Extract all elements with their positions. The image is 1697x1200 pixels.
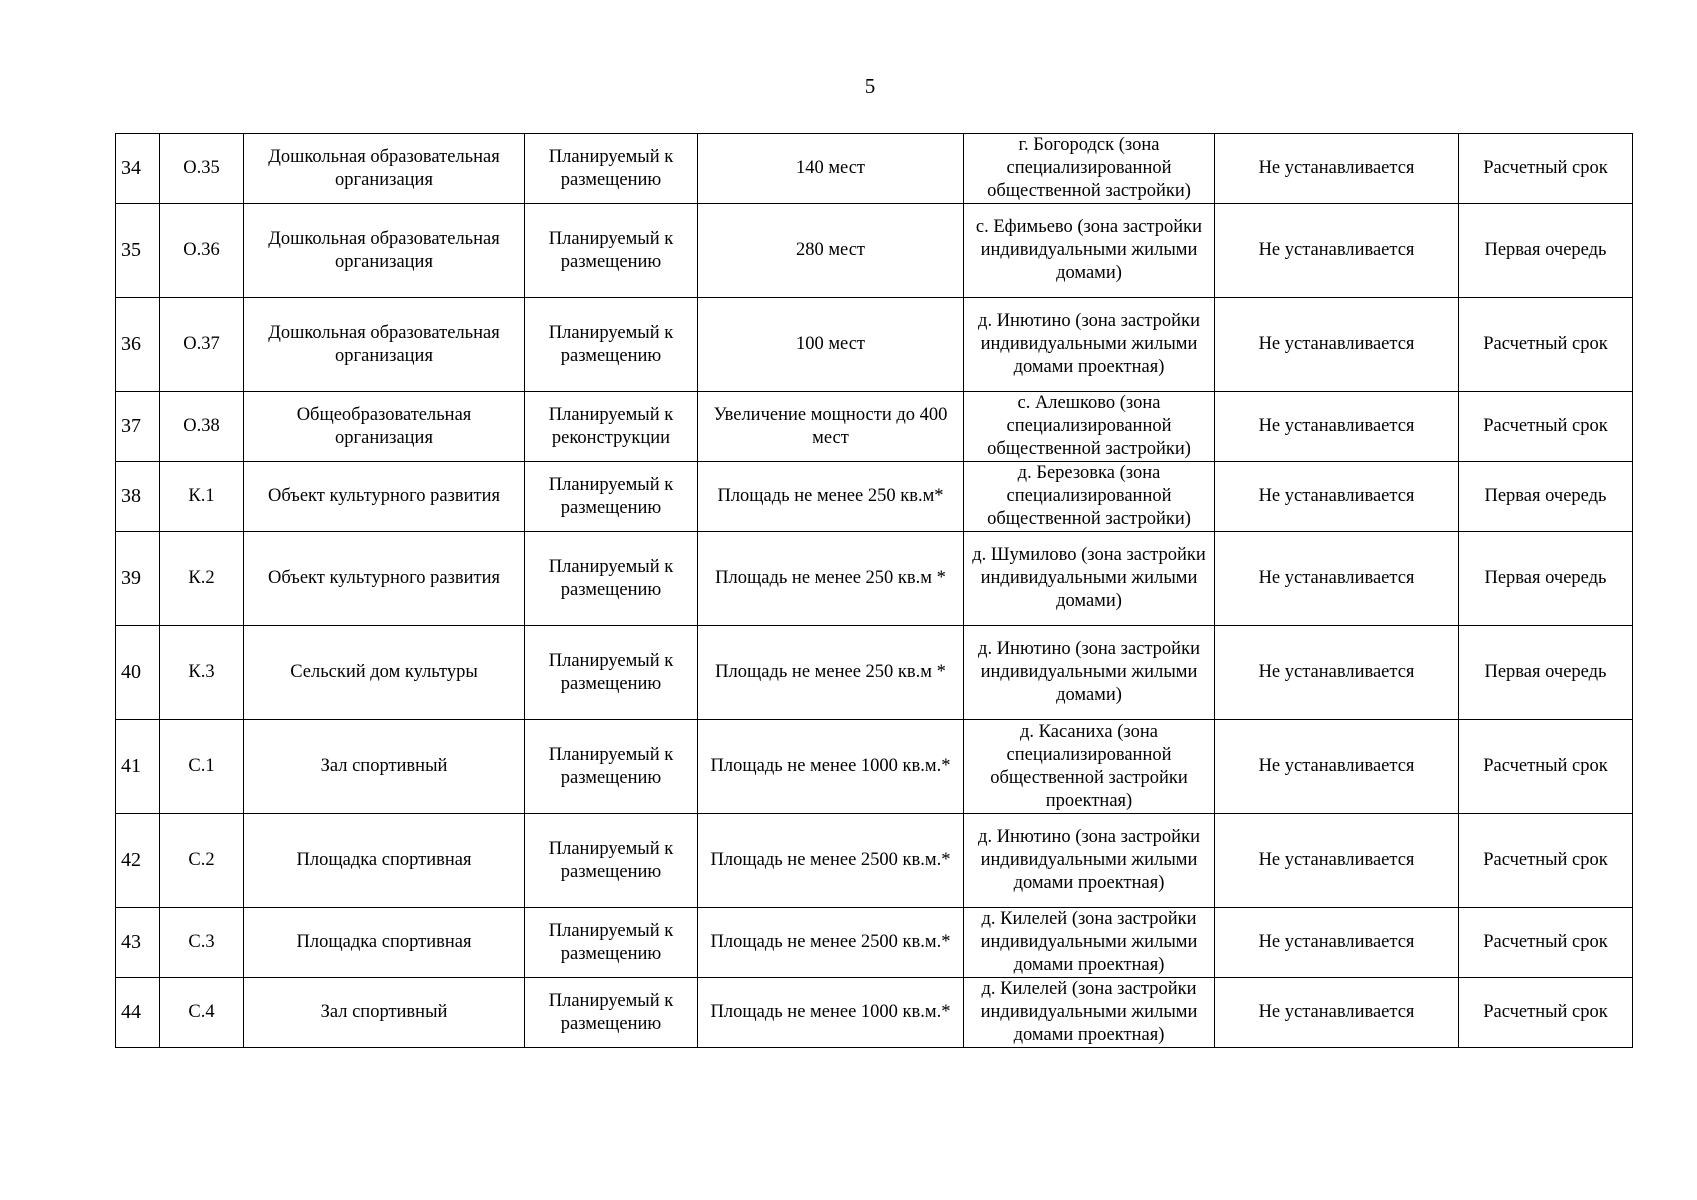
object-capacity: Площадь не менее 2500 кв.м.* [698, 908, 964, 978]
object-location: д. Шумилово (зона застройки индивидуальными жилыми домами) [964, 532, 1215, 626]
object-code: О.38 [160, 392, 244, 462]
table-row [116, 462, 1633, 532]
object-capacity: Площадь не менее 250 кв.м * [698, 532, 964, 626]
object-capacity: Увеличение мощности до 400 мест [698, 392, 964, 462]
table-row [116, 204, 1633, 298]
object-status: Планируемый к размещению [525, 462, 698, 532]
table-row [116, 532, 1633, 626]
object-code: С.2 [160, 814, 244, 908]
object-protection-zone: Не устанавливается [1215, 204, 1459, 298]
object-protection-zone: Не устанавливается [1215, 392, 1459, 462]
object-name: Зал спортивный [244, 720, 525, 814]
table-row [116, 134, 1633, 204]
object-protection-zone: Не устанавливается [1215, 626, 1459, 720]
row-number: 41 [116, 720, 160, 814]
object-status: Планируемый к размещению [525, 720, 698, 814]
table-row [116, 298, 1633, 392]
object-capacity: Площадь не менее 1000 кв.м.* [698, 978, 964, 1048]
object-status: Планируемый к размещению [525, 908, 698, 978]
object-protection-zone: Не устанавливается [1215, 720, 1459, 814]
row-number: 44 [116, 978, 160, 1048]
table-row [116, 908, 1633, 978]
object-term: Расчетный срок [1459, 298, 1633, 392]
object-status: Планируемый к размещению [525, 298, 698, 392]
object-status: Планируемый к размещению [525, 204, 698, 298]
object-location: д. Инютино (зона застройки индивидуальными жилыми домами) [964, 626, 1215, 720]
row-number: 40 [116, 626, 160, 720]
object-term: Расчетный срок [1459, 814, 1633, 908]
object-protection-zone: Не устанавливается [1215, 908, 1459, 978]
object-term: Расчетный срок [1459, 978, 1633, 1048]
object-term: Расчетный срок [1459, 392, 1633, 462]
table-row [116, 814, 1633, 908]
object-capacity: Площадь не менее 250 кв.м * [698, 626, 964, 720]
object-status: Планируемый к реконструкции [525, 392, 698, 462]
object-name: Площадка спортивная [244, 908, 525, 978]
object-code: О.37 [160, 298, 244, 392]
table-row [116, 392, 1633, 462]
object-name: Дошкольная образовательная организация [244, 204, 525, 298]
object-term: Расчетный срок [1459, 134, 1633, 204]
row-number: 39 [116, 532, 160, 626]
object-name: Объект культурного развития [244, 532, 525, 626]
row-number: 43 [116, 908, 160, 978]
row-number: 42 [116, 814, 160, 908]
row-number: 34 [116, 134, 160, 204]
object-code: О.35 [160, 134, 244, 204]
row-number: 36 [116, 298, 160, 392]
table-row [116, 978, 1633, 1048]
row-number: 37 [116, 392, 160, 462]
object-status: Планируемый к размещению [525, 814, 698, 908]
object-capacity: 280 мест [698, 204, 964, 298]
object-term: Первая очередь [1459, 204, 1633, 298]
object-location: д. Килелей (зона застройки индивидуальными жилыми домами проектная) [964, 978, 1215, 1048]
object-term: Первая очередь [1459, 532, 1633, 626]
object-term: Первая очередь [1459, 626, 1633, 720]
object-location: д. Килелей (зона застройки индивидуальными жилыми домами проектная) [964, 908, 1215, 978]
object-location: с. Алешково (зона специализированной общественной застройки) [964, 392, 1215, 462]
table-row [116, 720, 1633, 814]
object-term: Расчетный срок [1459, 720, 1633, 814]
object-name: Дошкольная образовательная организация [244, 298, 525, 392]
object-capacity: Площадь не менее 1000 кв.м.* [698, 720, 964, 814]
objects-table [115, 133, 1633, 1048]
row-number: 38 [116, 462, 160, 532]
object-name: Площадка спортивная [244, 814, 525, 908]
object-code: О.36 [160, 204, 244, 298]
object-term: Первая очередь [1459, 462, 1633, 532]
object-code: К.2 [160, 532, 244, 626]
object-protection-zone: Не устанавливается [1215, 814, 1459, 908]
object-name: Дошкольная образовательная организация [244, 134, 525, 204]
object-status: Планируемый к размещению [525, 532, 698, 626]
object-code: С.1 [160, 720, 244, 814]
object-status: Планируемый к размещению [525, 626, 698, 720]
object-status: Планируемый к размещению [525, 978, 698, 1048]
object-capacity: Площадь не менее 2500 кв.м.* [698, 814, 964, 908]
object-protection-zone: Не устанавливается [1215, 462, 1459, 532]
object-code: К.1 [160, 462, 244, 532]
object-capacity: 100 мест [698, 298, 964, 392]
object-protection-zone: Не устанавливается [1215, 978, 1459, 1048]
table-row [116, 626, 1633, 720]
object-protection-zone: Не устанавливается [1215, 298, 1459, 392]
object-status: Планируемый к размещению [525, 134, 698, 204]
object-capacity: 140 мест [698, 134, 964, 204]
object-protection-zone: Не устанавливается [1215, 134, 1459, 204]
object-location: д. Инютино (зона застройки индивидуальными жилыми домами проектная) [964, 814, 1215, 908]
object-location: д. Инютино (зона застройки индивидуальными жилыми домами проектная) [964, 298, 1215, 392]
object-name: Объект культурного развития [244, 462, 525, 532]
object-location: г. Богородск (зона специализированной общественной застройки) [964, 134, 1215, 204]
object-term: Расчетный срок [1459, 908, 1633, 978]
object-code: С.3 [160, 908, 244, 978]
object-location: с. Ефимьево (зона застройки индивидуальными жилыми домами) [964, 204, 1215, 298]
object-name: Зал спортивный [244, 978, 525, 1048]
object-code: К.3 [160, 626, 244, 720]
object-name: Общеобразовательная организация [244, 392, 525, 462]
object-name: Сельский дом культуры [244, 626, 525, 720]
page-number: 5 [864, 74, 876, 98]
row-number: 35 [116, 204, 160, 298]
object-location: д. Касаниха (зона специализированной общественной застройки проектная) [964, 720, 1215, 814]
object-location: д. Березовка (зона специализированной общественной застройки) [964, 462, 1215, 532]
object-code: С.4 [160, 978, 244, 1048]
object-capacity: Площадь не менее 250 кв.м* [698, 462, 964, 532]
object-protection-zone: Не устанавливается [1215, 532, 1459, 626]
